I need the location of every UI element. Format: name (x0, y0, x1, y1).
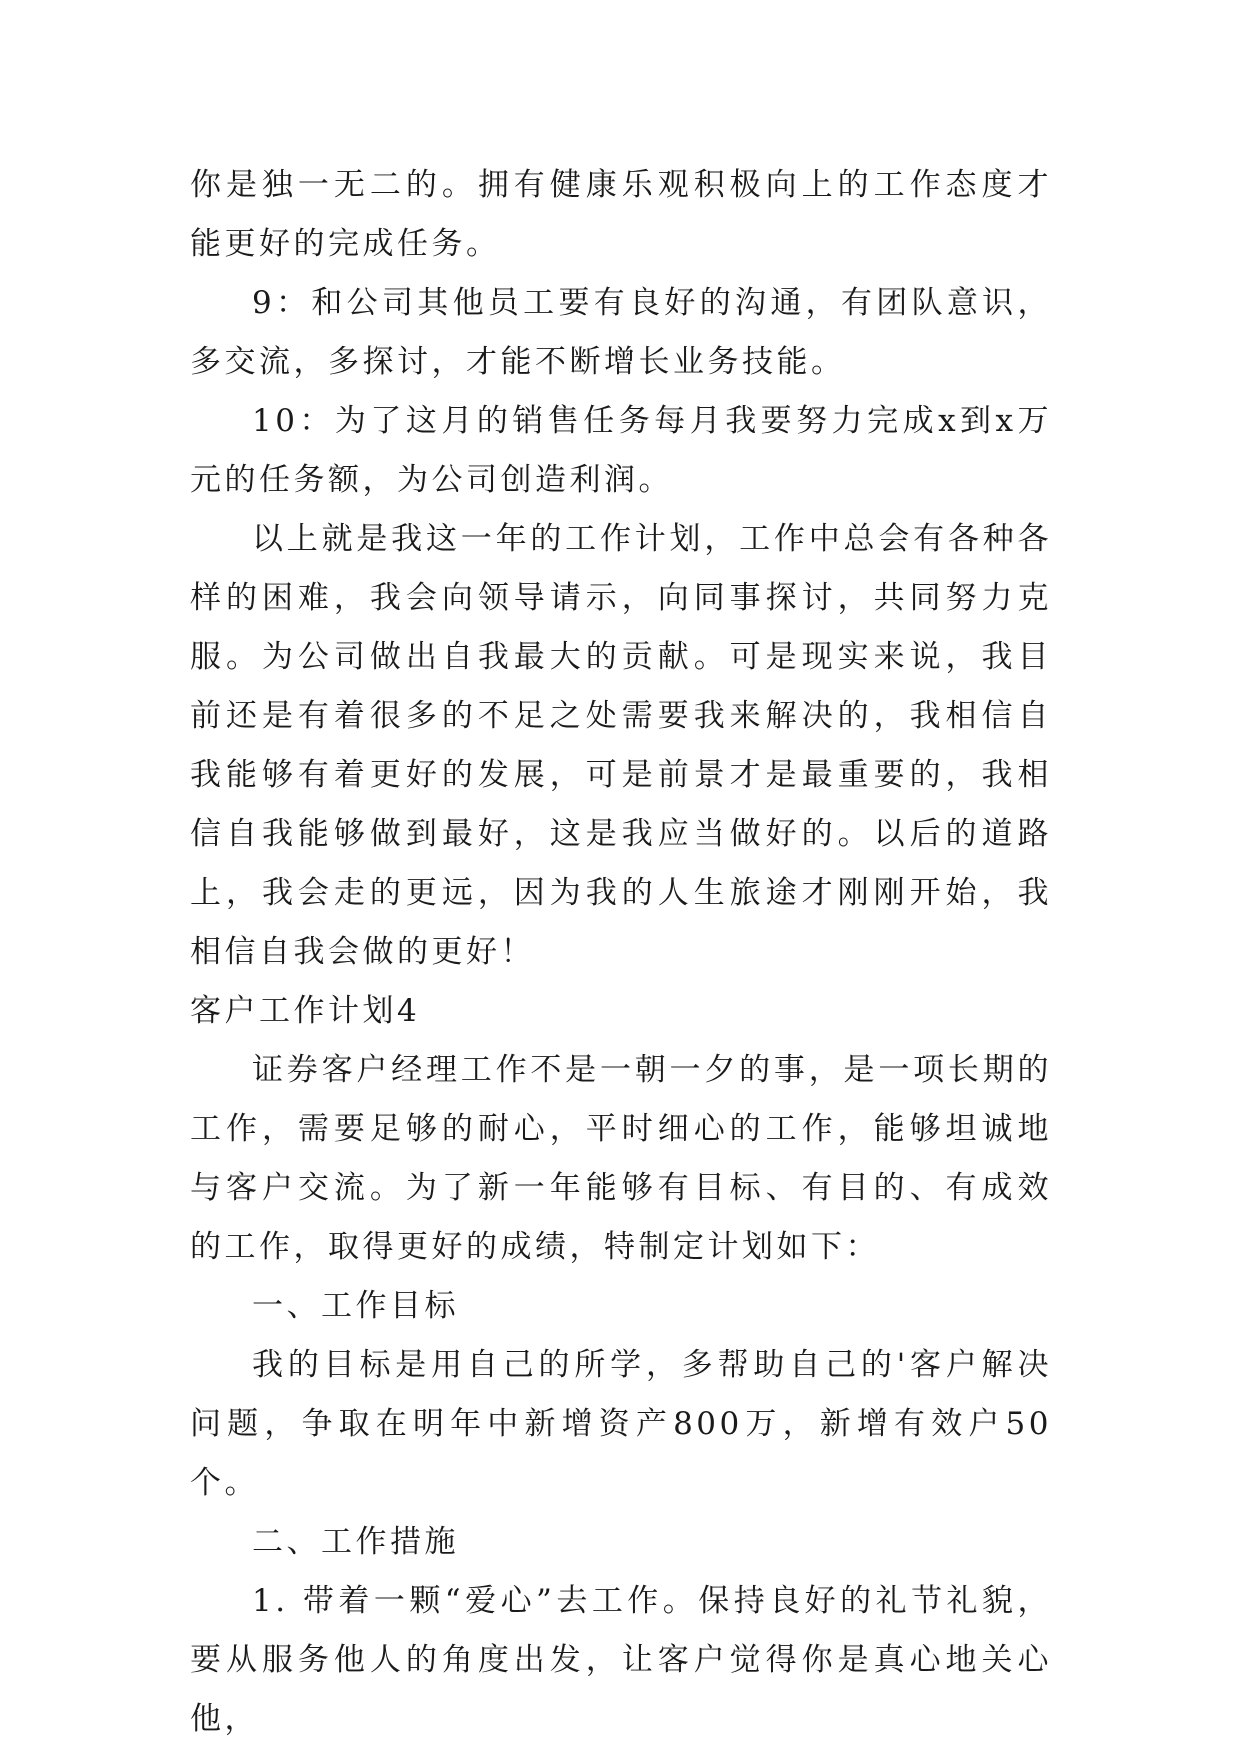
paragraph-intro: 证券客户经理工作不是一朝一夕的事，是一项长期的工作，需要足够的耐心，平时细心的工作，能够坦诚地与客户交流。为了新一年能够有目标、有目的、有成效的工作，取得更好的成绩，特制定计划如下： (190, 1052, 1052, 1265)
paragraph-summary: 以上就是我这一年的工作计划，工作中总会有各种各样的困难，我会向领导请示，向同事探讨，共同努力克服。为公司做出自我最大的贡献。可是现实来说，我目前还是有着很多的不足之处需要我来解决的，我相信自我能够有着更好的发展，可是前景才是最重要的，我相信自我能够做到最好，这是我应当做好的。以后的道路上，我会走的更远，因为我的人生旅途才刚刚开始，我相信自我会做的更好！ (190, 521, 1052, 970)
paragraph-measure-1: 1. 带着一颗“爱心”去工作。保持良好的礼节礼貌，要从服务他人的角度出发，让客户觉得你是真心地关心他， (190, 1583, 1052, 1737)
paragraph-continuation: 你是独一无二的。拥有健康乐观积极向上的工作态度才能更好的完成任务。 (190, 167, 1052, 262)
subheading-measures: 二、工作措施 (252, 1524, 459, 1560)
paragraph-goals: 我的目标是用自己的所学，多帮助自己的'客户解决问题，争取在明年中新增资产800万，新增有效户50个。 (190, 1347, 1052, 1501)
paragraph-item-10: 10：为了这月的销售任务每月我要努力完成x到x万元的任务额，为公司创造利润。 (190, 403, 1052, 498)
document-body (190, 156, 1052, 1749)
subheading-goals: 一、工作目标 (252, 1288, 459, 1324)
paragraph-item-9: 9：和公司其他员工要有良好的沟通，有团队意识，多交流，多探讨，才能不断增长业务技能。 (190, 285, 1052, 380)
section-heading: 客户工作计划4 (190, 993, 421, 1029)
